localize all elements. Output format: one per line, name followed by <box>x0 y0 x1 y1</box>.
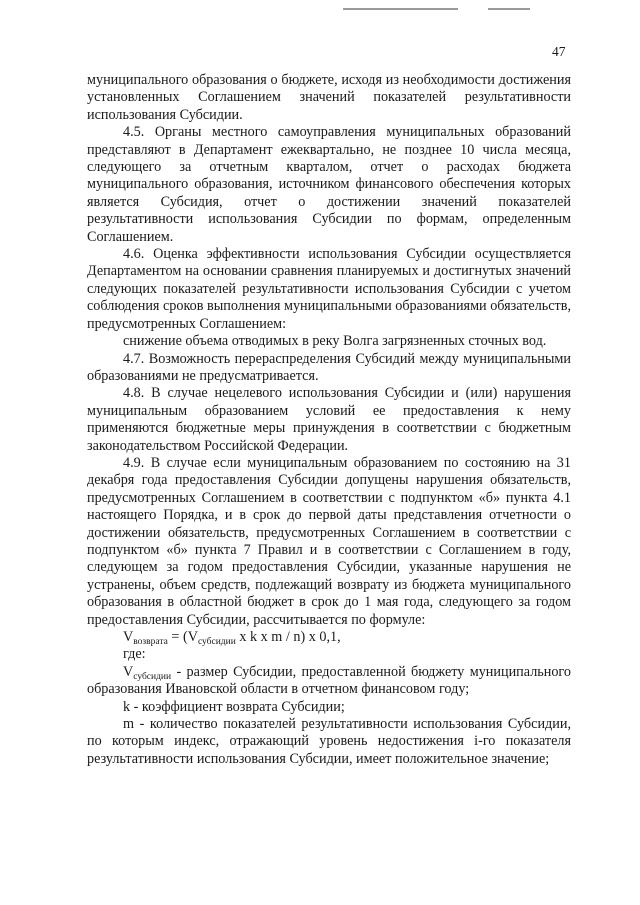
definition-v-subsidy: $V_{субсидии}$ - размер Субсидии, предоставленной бюджету муниципального образования Ивановской области в отчетном финансовом году; <box>87 663 571 698</box>
scan-artifact-line <box>343 8 458 10</box>
paragraph-4-6: 4.6. Оценка эффективности использования Субсидии осуществляется Департаментом на основании сравнения планируемых и достигнутых значений следующих показателей результативности использования Субсидии с учетом соблюдения сроков выполнения муниципальными образованиями обязательств, предусмотренных Соглашением: <box>87 246 571 332</box>
scan-artifact-line <box>488 8 530 10</box>
refund-formula: $V_{возврата} = (V_{субсидии}$ x k x m / n) x 0,1, <box>123 629 341 647</box>
paragraph-4-5: 4.5. Органы местного самоуправления муниципальных образований представляют в Департамент ежеквартально, не позднее 10 числа месяца, следующего за отчетным кварталом, отчет о расходах бюджета муниципального образования, источником финансового обеспечения которых является Субсидия, отчет о достижении значений показателей результативности использования Субсидии по формам, определенным Соглашением. <box>87 124 571 245</box>
paragraph-4-9: 4.9. В случае если муниципальным образованием по состоянию на 31 декабря года предоставления Субсидии допущены нарушения обязательств, предусмотренных Соглашением в соответствии с подпунктом «б» пункта 4.1 настоящего Порядка, и в срок до первой даты представления отчетности о достижении обязательств, предусмотренных Соглашением в соответствии с подпунктом «б» пункта 7 Правил и в соответствии с Соглашением в году, следующем за годом предоставления Субсидии, указанные нарушения не устранены, объем средств, подлежащий возврату из бюджета муниципального образования в областной бюджет в срок до 1 мая года, следующего за годом предоставления Субсидии, рассчитывается по формуле: <box>87 454 571 628</box>
paragraph-4-8: 4.8. В случае нецелевого использования Субсидии и (или) нарушения муниципальным образованием условий ее предоставления к нему применяются бюджетные меры принуждения в соответствии с бюджетным законодательством Российской Федерации. <box>87 385 571 454</box>
paragraph-4-7: 4.7. Возможность перераспределения Субсидий между муниципальными образованиями не предусматривается. <box>87 350 571 384</box>
definition-m: m - количество показателей результативности использования Субсидии, по которым индекс, отражающий уровень недостижения i-го показателя результативности использования Субсидии, имеет положительное значение; <box>87 716 571 767</box>
paragraph-4-6-item: снижение объема отводимых в реку Волга загрязненных сточных вод. <box>123 333 547 350</box>
where-label: где: <box>123 646 146 663</box>
page-number: 47 <box>552 44 566 59</box>
document-body <box>87 72 571 768</box>
definition-k: k - коэффициент возврата Субсидии; <box>123 698 345 715</box>
paragraph-intro: муниципального образования о бюджете, исходя из необходимости достижения установленных Соглашением значений показателей результативности использования Субсидии. <box>87 72 571 123</box>
